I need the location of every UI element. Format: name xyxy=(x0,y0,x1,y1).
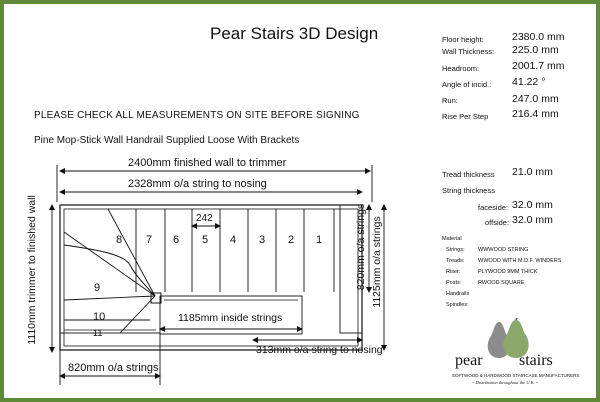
logo-brand-right: stairs xyxy=(519,352,553,369)
material-label-spindles: Spindles: xyxy=(446,302,469,308)
material-value-strings: WWWOOD STRING xyxy=(478,247,529,253)
step-number-11: 11 xyxy=(93,328,103,338)
dim-finished-wall: 2400mm finished wall to trimmer xyxy=(128,157,287,169)
material-label-treads: Treads: xyxy=(446,258,465,264)
material-value-posts: RWOOD SQUARE xyxy=(478,280,525,286)
spec-value-floor-height: 2380.0 mm xyxy=(512,31,565,43)
step-number-4: 4 xyxy=(230,234,237,246)
spec-value-offside: 32.0 mm xyxy=(512,214,553,226)
dim-left-vertical: 1110mm trimmer to finished wall xyxy=(26,195,38,345)
spec-value-wall-thickness: 225.0 mm xyxy=(512,44,559,56)
dim-tread-width: 242 xyxy=(196,213,213,224)
dim-right-vertical-2: 1125mm o/a strings xyxy=(371,216,383,308)
page-title: Pear Stairs 3D Design xyxy=(210,24,379,43)
spec-value-faceside: 32.0 mm xyxy=(512,199,553,211)
step-number-2: 2 xyxy=(288,234,295,246)
spec-label-headroom: Headroom: xyxy=(442,64,480,73)
material-label-strings: Strings: xyxy=(446,247,465,253)
dim-inside-strings: 1185mm inside strings xyxy=(178,312,283,324)
dim-right-vertical-1: 820mm o/a strings xyxy=(355,203,367,291)
step-number-9: 9 xyxy=(94,282,101,294)
spec-label-run: Run: xyxy=(442,96,458,105)
material-label-posts: Posts: xyxy=(446,280,462,286)
spec-value-headroom: 2001.7 mm xyxy=(512,60,565,72)
dim-bottom-strings: 820mm o/a strings xyxy=(68,362,159,374)
spec-value-angle: 41.22 ° xyxy=(512,76,546,88)
dim-string-to-nosing: 2328mm o/a string to nosing xyxy=(128,178,267,190)
logo-brand-left: pear xyxy=(455,352,483,369)
logo-tagline-2: ~ Distribution throughout the U.K. ~ xyxy=(472,380,539,385)
spec-value-rise: 216.4 mm xyxy=(512,108,559,120)
spec-label-angle: Angle of incid.: xyxy=(442,80,492,89)
materials-heading: Material xyxy=(442,236,462,242)
dim-string-to-nosing-bottom: 313mm o/a string to nosing xyxy=(256,344,383,356)
spec-label-string-thickness: String thickness xyxy=(442,186,495,195)
step-number-10: 10 xyxy=(93,311,106,323)
site-notice: PLEASE CHECK ALL MEASUREMENTS ON SITE BEFORE SIGNING xyxy=(34,110,360,121)
step-number-3: 3 xyxy=(259,234,266,246)
logo-tagline-1: SOFTWOOD & HARDWOOD STAIRCASE MANUFACTURERS xyxy=(452,373,580,378)
step-number-1: 1 xyxy=(316,234,323,246)
material-label-riser: Riser: xyxy=(446,269,461,275)
spec-label-faceside: faceside: xyxy=(478,203,509,212)
step-number-7: 7 xyxy=(146,234,153,246)
step-number-6: 6 xyxy=(173,234,180,246)
step-number-5: 5 xyxy=(202,234,209,246)
spec-label-tread-thickness: Tread thickness xyxy=(442,170,495,179)
spec-label-offside: offside: xyxy=(485,218,510,227)
stair-outline xyxy=(60,205,362,350)
spec-value-run: 247.0 mm xyxy=(512,93,559,105)
material-value-treads: WWOOD WITH M.D.F. WINDERS xyxy=(478,258,562,264)
material-value-riser: PLYWOOD 9MM THICK xyxy=(478,269,538,275)
spec-label-floor-height: Floor height: xyxy=(442,35,484,44)
spec-label-wall-thickness: Wall Thickness: xyxy=(442,47,495,56)
handrail-note: Pine Mop-Stick Wall Handrail Supplied Loose With Brackets xyxy=(34,135,300,146)
spec-value-tread-thickness: 21.0 mm xyxy=(512,166,553,178)
material-label-handrails: Handrails xyxy=(446,291,470,297)
step-number-8: 8 xyxy=(116,234,123,246)
spec-label-rise: Rise Per Step xyxy=(442,112,489,121)
